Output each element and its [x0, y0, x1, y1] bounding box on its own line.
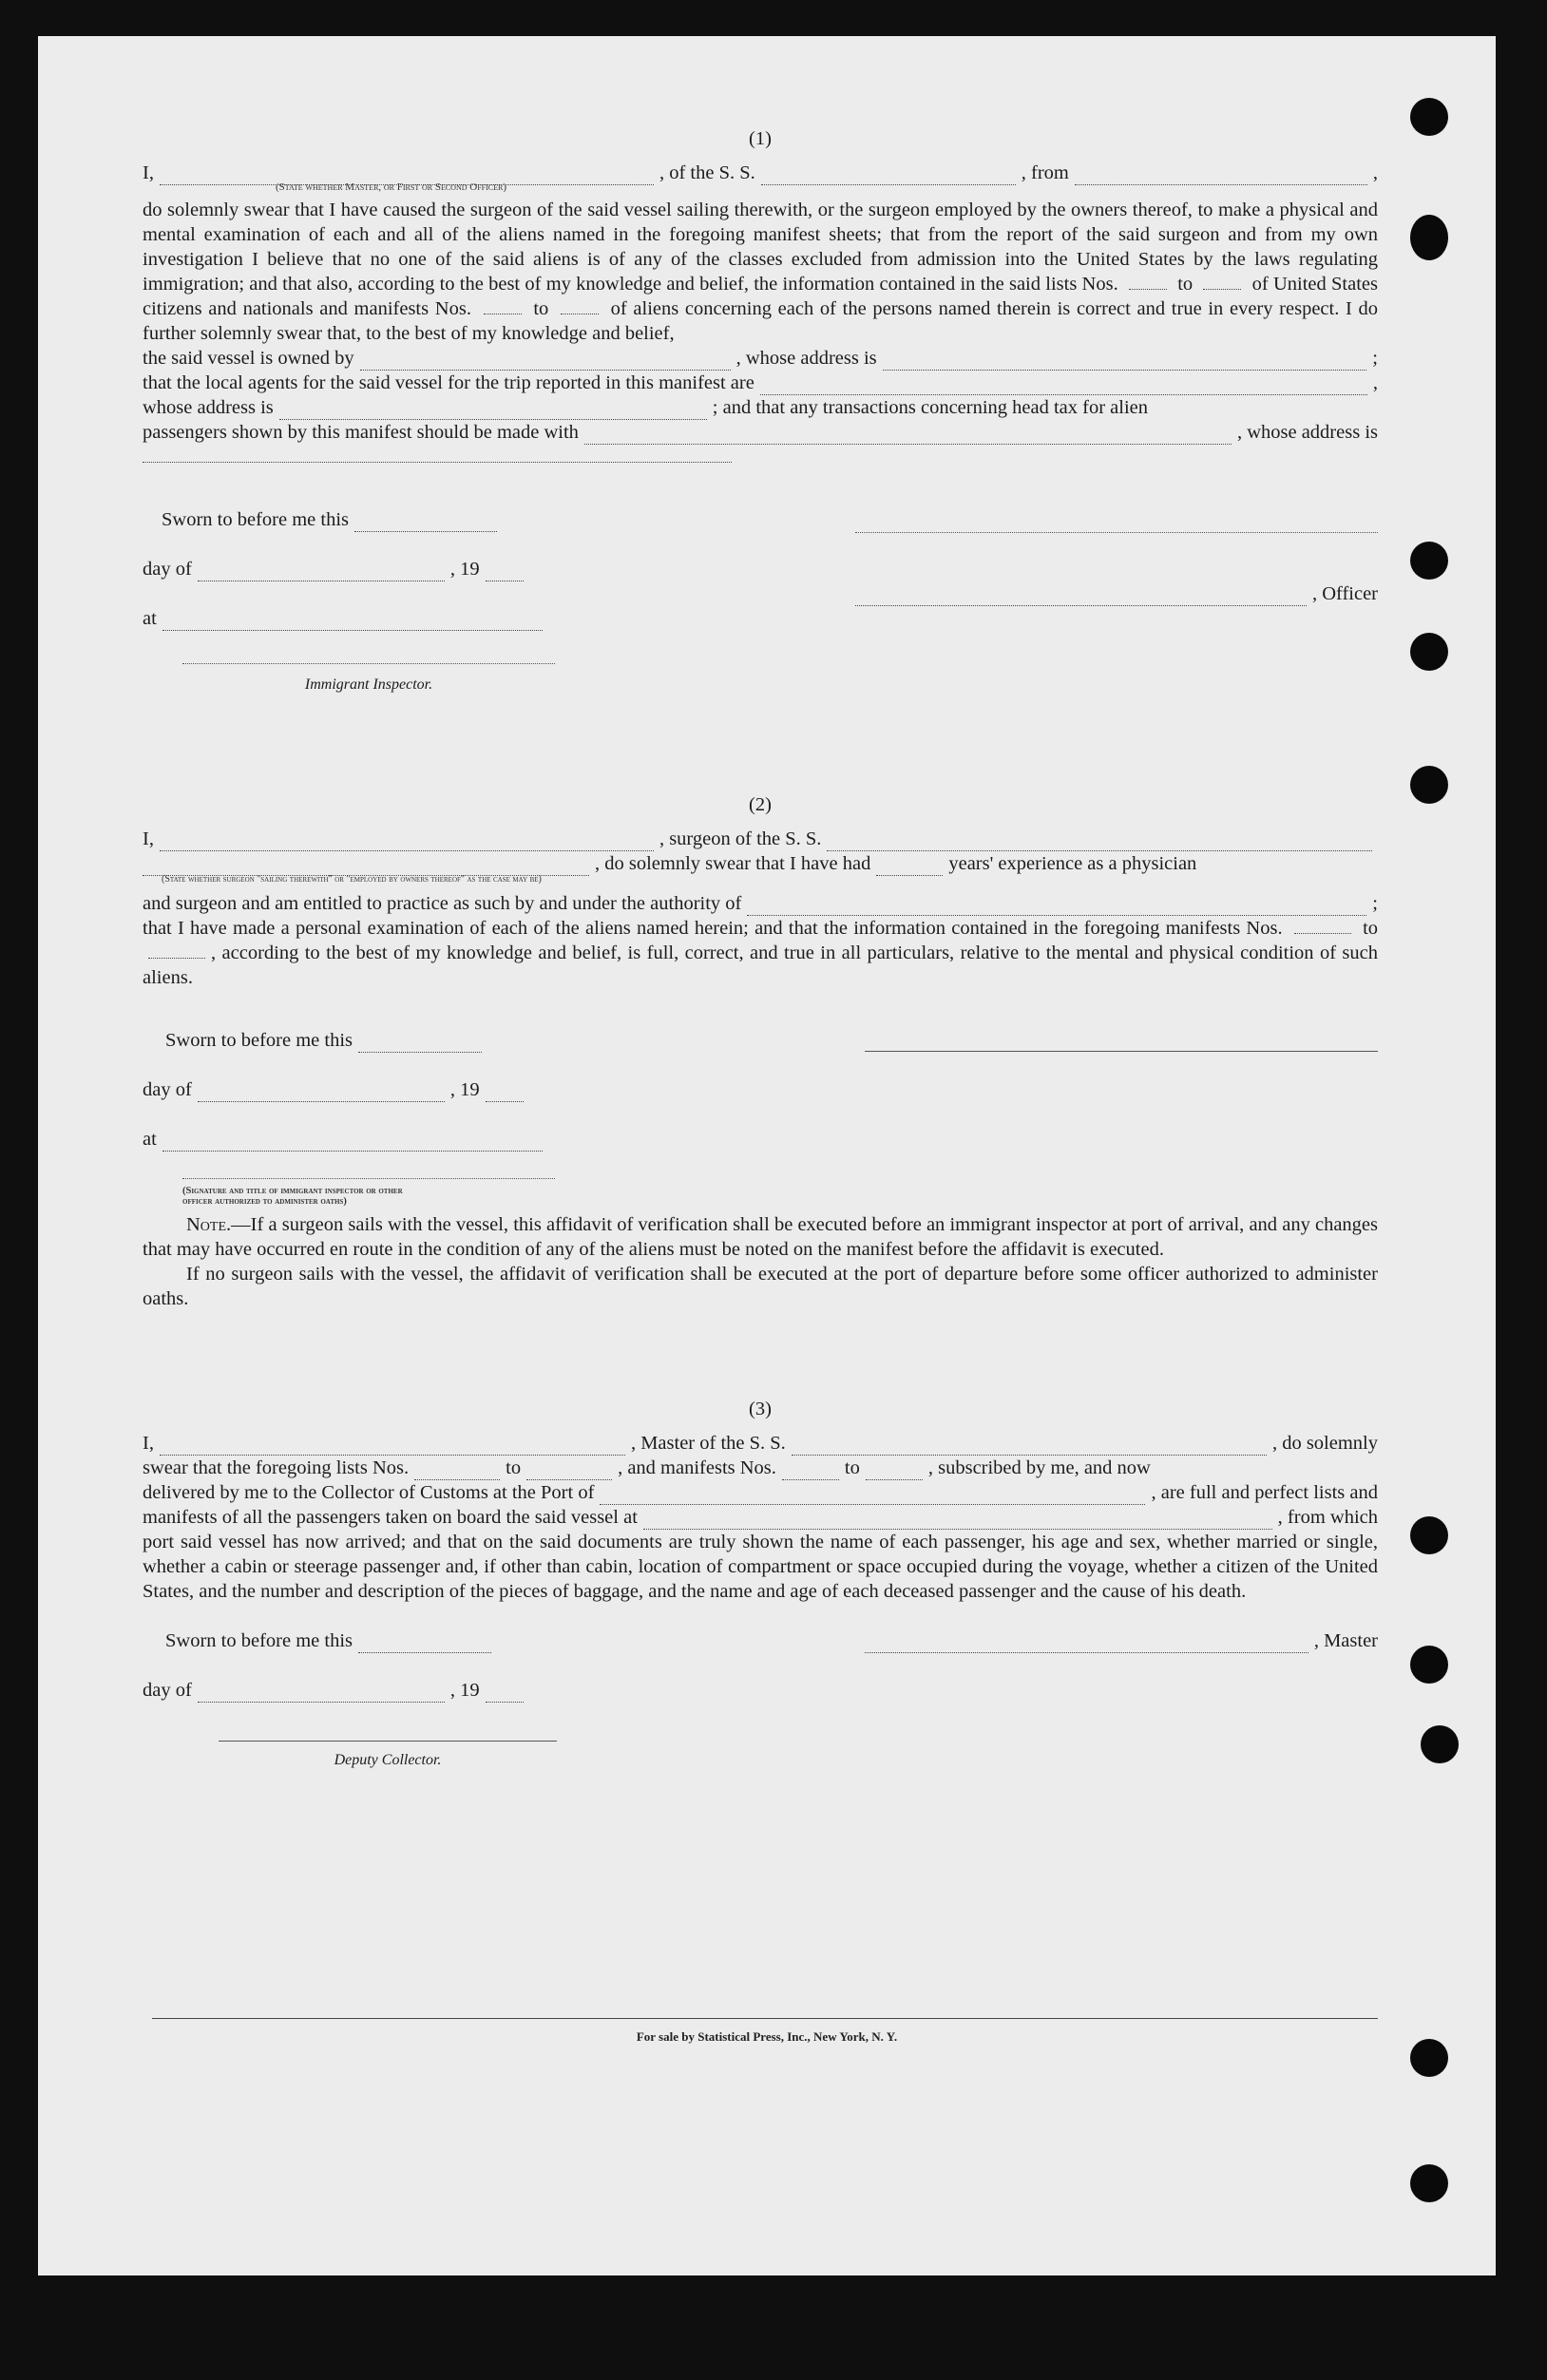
text: that the local agents for the said vessel for the trip reported in this manifest are — [143, 372, 754, 393]
text: ; — [1372, 893, 1378, 914]
text: to — [506, 1457, 522, 1478]
month-field[interactable] — [198, 1084, 445, 1102]
text: to — [1177, 274, 1194, 295]
owner-field[interactable] — [360, 352, 731, 371]
signature-line-top[interactable] — [855, 532, 1378, 533]
manifests-to-field[interactable] — [561, 296, 599, 314]
text: , and manifests Nos. — [618, 1457, 776, 1478]
manifests-to-field[interactable] — [866, 1462, 923, 1480]
text: ; and that any transactions concerning head tax for alien — [712, 397, 1149, 418]
binder-hole-4 — [1410, 633, 1448, 671]
head-tax-contact-field[interactable] — [584, 427, 1232, 445]
text: , Officer — [1311, 583, 1378, 604]
text: , surgeon of the S. S. — [659, 828, 822, 849]
text: of United States citizens and nationals and manifests Nos. — [143, 274, 1378, 319]
document-sheet — [38, 36, 1496, 2275]
text: swear that the foregoing lists Nos. — [143, 1457, 410, 1478]
month-field[interactable] — [198, 563, 445, 581]
departure-port-field[interactable] — [1075, 167, 1367, 185]
binder-hole-1 — [1410, 98, 1448, 136]
boarding-port-field[interactable] — [643, 1512, 1272, 1530]
lists-to-field[interactable] — [1203, 272, 1241, 290]
section-2-paragraph — [143, 916, 1378, 990]
text: I, — [143, 828, 154, 849]
text: all particulars, relative to the mental and physical condition of such aliens. — [143, 942, 1379, 988]
binder-hole-9 — [1410, 2039, 1448, 2077]
agents-field[interactable] — [760, 377, 1367, 395]
text: , of the S. S. — [659, 162, 755, 183]
place-field[interactable] — [162, 613, 543, 631]
day-of-line — [143, 557, 529, 581]
day-of-line — [143, 1077, 529, 1102]
text: , from which — [1277, 1507, 1378, 1528]
text: day of — [143, 1680, 192, 1701]
text: , subscribed by me, and now — [927, 1457, 1151, 1478]
official-caption: (Signature and title of immigrant inspector or other officer authorized to administer oaths) — [182, 1186, 403, 1207]
sworn-day-field[interactable] — [358, 1635, 491, 1653]
surgeon-manifests-to-field[interactable] — [148, 941, 205, 959]
text: to — [1363, 918, 1379, 939]
text: and surgeon and am entitled to practice as such by and under the authority of — [143, 893, 742, 914]
note-paragraph-2 — [143, 1262, 1378, 1311]
manifests-from-field[interactable] — [484, 296, 522, 314]
master-signature-field[interactable] — [865, 1635, 1308, 1653]
text: to — [533, 298, 549, 319]
printer-credit: For sale by Statistical Press, Inc., New York, N. Y. — [636, 2029, 898, 2044]
text: , — [1372, 162, 1378, 183]
section-3-sworn-block — [143, 1628, 1378, 1790]
footer-divider — [152, 2018, 1378, 2019]
text: , 19 — [449, 559, 480, 580]
section-3-paragraph: port said vessel has now arrived; and that on the said documents are truly shown the name of each passenger, his age and sex, whether married or single, whether a cabin or steerage passenger and, if other than cabin, location of compartment or space occupied during the voyage, whether a citizen of the United States, and the number and description of the pieces of baggage, and the name and age of each deceased passenger and the cause of his death. — [143, 1532, 1378, 1602]
section-1-number: (1) — [749, 128, 772, 149]
binder-hole-6 — [1410, 1516, 1448, 1554]
binder-hole-3 — [1410, 542, 1448, 580]
text: , do solemnly swear that I have had — [595, 853, 871, 874]
surgeon-manifests-from-field[interactable] — [1294, 916, 1351, 934]
agents-line — [143, 371, 1378, 395]
text: Sworn to before me this — [165, 1630, 353, 1651]
sworn-line — [162, 507, 503, 532]
practice-line — [143, 891, 1378, 916]
section-1-paragraph — [143, 198, 1378, 346]
authority-field[interactable] — [747, 898, 1366, 916]
binder-hole-2 — [1410, 215, 1448, 260]
year-field[interactable] — [486, 1084, 524, 1102]
years-field[interactable] — [876, 858, 943, 876]
deputy-signature-line[interactable] — [219, 1741, 557, 1742]
binder-hole-7 — [1410, 1646, 1448, 1684]
surgeon-caption: (State whether surgeon "sailing therewith" or "employed by owners thereof" as the case may be) — [162, 874, 542, 885]
note-paragraph-1 — [143, 1212, 1378, 1262]
text: , whose address is — [1236, 422, 1378, 443]
month-field[interactable] — [198, 1685, 445, 1703]
text: Sworn to before me this — [162, 509, 349, 530]
text: , — [1372, 372, 1378, 393]
text: , according to the best of my knowledge and belief, is full, correct, and true in — [211, 942, 836, 963]
text: , Master — [1313, 1630, 1378, 1651]
at-line — [143, 1127, 548, 1152]
text: If no surgeon sails with the vessel, the affidavit of verification shall be executed at the port of departure before some officer authorized to administer oaths. — [143, 1264, 1378, 1309]
master-signature-line — [865, 1628, 1378, 1653]
text: , from — [1021, 162, 1069, 183]
text: delivered by me to the Collector of Customs at the Port of — [143, 1482, 595, 1503]
inspector-caption: Immigrant Inspector. — [304, 676, 433, 693]
day-of-line — [143, 1678, 529, 1703]
inspector-signature-line[interactable] — [182, 663, 555, 664]
sworn-day-field[interactable] — [354, 514, 497, 532]
text: of aliens concerning each of the persons named therein is correct and true in every respect. I do further solemnly swear that, to the best of my knowledge and belief, — [143, 298, 1379, 344]
master-name-field[interactable] — [160, 1438, 625, 1456]
sworn-day-field[interactable] — [358, 1035, 482, 1053]
agents-address-field[interactable] — [279, 402, 707, 420]
text: passengers shown by this manifest should be made with — [143, 422, 579, 443]
officer-line — [855, 581, 1378, 606]
text: at — [143, 608, 157, 629]
text: I, — [143, 1433, 154, 1454]
head-tax-address-field[interactable] — [143, 445, 732, 463]
section-3-line-3 — [143, 1480, 1378, 1505]
text: , whose address is — [735, 348, 877, 369]
section-2-number: (2) — [749, 794, 772, 815]
text: to — [844, 1457, 860, 1478]
binder-hole-10 — [1410, 2164, 1448, 2202]
section-3-number: (3) — [749, 1399, 772, 1419]
text: at — [143, 1129, 157, 1150]
text: the said vessel is owned by — [143, 348, 354, 369]
text: manifests of all the passengers taken on board the said vessel at — [143, 1507, 638, 1528]
sworn-line — [165, 1628, 497, 1653]
text: do solemnly swear that I have caused the surgeon of the said vessel sailing therewith, or the surgeon employed by the owners thereof, to make a physical and mental examination of each and all of the aliens named in the foregoing manifest sheets; that from the report of the said surgeon and from my own investigation I believe that no one of the said aliens is of any of the classes excluded from admission into the United States by the laws regulating immigration; and that also, according to the best of my knowledge and belief, the information contained in the said lists Nos. — [143, 200, 1378, 295]
manifests-from-field[interactable] — [782, 1462, 839, 1480]
lists-from-field[interactable] — [1129, 272, 1167, 290]
text: , 19 — [449, 1079, 480, 1100]
text: —If a surgeon sails with the vessel, this affidavit of verification shall be executed before an immigrant inspector at port of arrival, and any changes that may have occurred en route in the condition of any of the aliens must be noted on the manifest before the affidavit is executed. — [143, 1214, 1378, 1260]
section-1-sworn-block — [143, 498, 1378, 726]
officer-caption: (State whether Master, or First or Second Officer) — [276, 181, 506, 193]
master-ship-field[interactable] — [792, 1438, 1267, 1456]
text: foregoing manifests Nos. — [1083, 918, 1283, 939]
collector-port-field[interactable] — [600, 1487, 1145, 1505]
text: day of — [143, 559, 192, 580]
section-2-line-1 — [143, 827, 1378, 851]
owner-address-field[interactable] — [883, 352, 1367, 371]
sworn-line — [165, 1028, 487, 1053]
binder-hole-8 — [1421, 1725, 1459, 1763]
year-field[interactable] — [486, 1685, 524, 1703]
surgeon-ship-field[interactable] — [827, 833, 1372, 851]
head-tax-line — [143, 420, 1378, 445]
note-label: Note. — [186, 1214, 232, 1235]
text: whose address is — [143, 397, 274, 418]
officer-signature-field[interactable] — [855, 588, 1307, 606]
section-2-sworn-block — [143, 1028, 1378, 1209]
binder-hole-5 — [1410, 766, 1448, 804]
deputy-caption: Deputy Collector. — [334, 1752, 442, 1768]
official-signature-line[interactable] — [182, 1178, 555, 1179]
text: , are full and perfect lists and — [1151, 1482, 1378, 1503]
text: Sworn to before me this — [165, 1030, 353, 1051]
year-field[interactable] — [486, 563, 524, 581]
text: years' experience as a physician — [948, 853, 1197, 874]
affidavit-content — [143, 126, 1378, 1790]
owner-line — [143, 346, 1378, 371]
ship-name-field[interactable] — [761, 167, 1016, 185]
at-line — [143, 606, 548, 631]
text: day of — [143, 1079, 192, 1100]
surgeon-name-field[interactable] — [160, 833, 654, 851]
lists-to-field[interactable] — [526, 1462, 612, 1480]
text: , Master of the S. S. — [630, 1433, 786, 1454]
section-3-line-4 — [143, 1505, 1378, 1530]
text: , do solemnly — [1271, 1433, 1378, 1454]
section-3-line-1 — [143, 1431, 1378, 1456]
surgeon-signature-line[interactable] — [865, 1051, 1378, 1052]
text: , 19 — [449, 1680, 480, 1701]
agents-address-line — [143, 395, 1378, 420]
text: I, — [143, 162, 154, 183]
section-3-line-2 — [143, 1456, 1378, 1480]
lists-from-field[interactable] — [414, 1462, 500, 1480]
place-field[interactable] — [162, 1133, 543, 1152]
text: ; — [1372, 348, 1378, 369]
text: that I have made a personal examination of each of the aliens named herein; and that the information contained in the — [143, 918, 1079, 939]
